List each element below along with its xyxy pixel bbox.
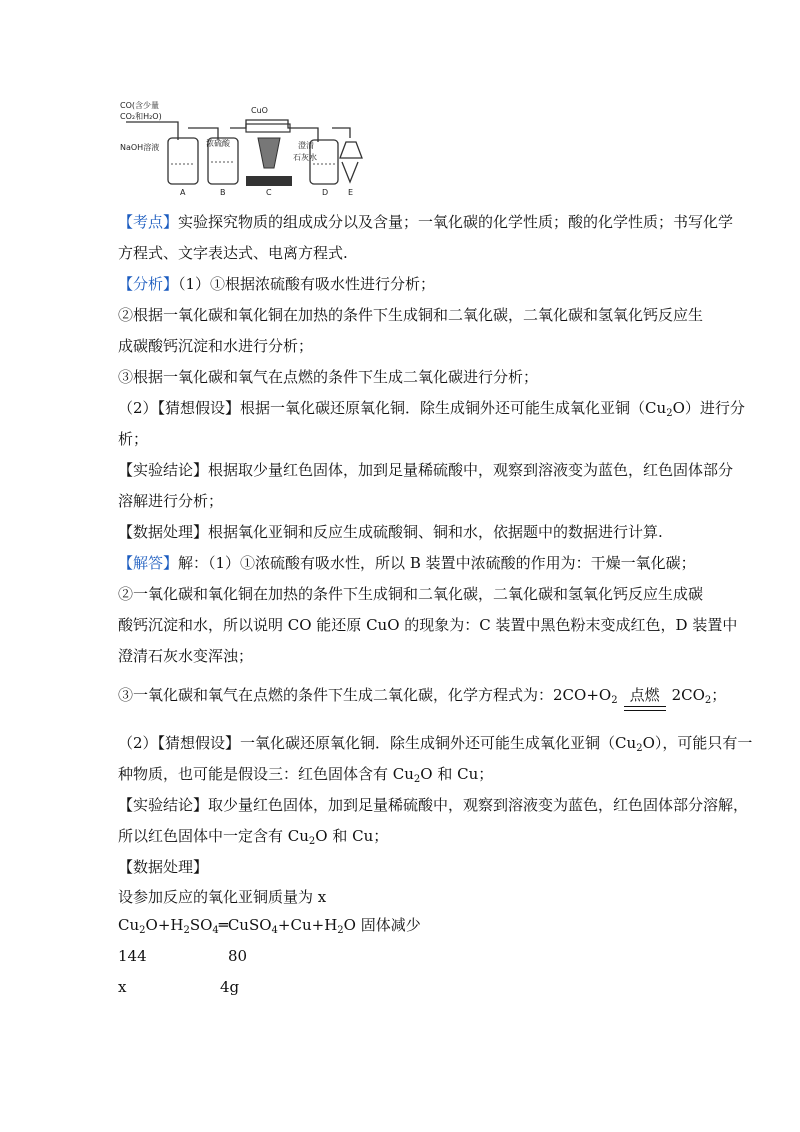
stand-c <box>246 176 292 186</box>
fenxi-text-3: 成碳酸钙沉淀和水进行分析； <box>118 337 314 355</box>
reaction-equation <box>118 915 421 935</box>
subscript: 2 <box>611 695 618 706</box>
jieda-text-7a: 种物质，也可能是假设三：红色固体含有 Cu <box>118 765 414 783</box>
jieda-text-7 <box>118 764 493 784</box>
jieda-text-9b: O 和 Cu； <box>315 827 389 845</box>
condition-mark <box>624 685 666 705</box>
eq-part-e: +Cu+H <box>277 916 338 934</box>
ratio-row-2-col-1: x <box>118 978 127 996</box>
jieda-text-11: 设参加反应的氧化亚铜质量为 x <box>118 888 327 906</box>
jieda-text-9a: 所以红色固体中一定含有 Cu <box>118 827 309 845</box>
letter-c: C <box>266 188 272 197</box>
condition-label: 点燃 <box>629 686 660 704</box>
bottle-a <box>168 138 198 184</box>
subscript: 2 <box>337 925 344 936</box>
ratio-row-1-col-2: 80 <box>228 947 248 965</box>
fenxi-text-5a: （2）【猜想假设】根据一氧化碳还原氧化铜．除生成铜外还可能生成氧化亚铜（Cu <box>118 399 667 417</box>
eq-part-c: SO <box>189 916 213 934</box>
fenxi-text-8: 溶解进行分析； <box>118 492 224 510</box>
jieda-text-4: 澄清石灰水变浑浊； <box>118 647 254 665</box>
subscript: 2 <box>666 408 673 419</box>
gas-label-1: CO(含少量 <box>120 101 160 110</box>
subscript: 2 <box>183 925 190 936</box>
kaodian-tag: 【考点】 <box>118 213 179 231</box>
jieda-text-7b: O 和 Cu； <box>420 765 494 783</box>
fenxi-text-2: ②根据一氧化碳和氧化铜在加热的条件下生成铜和二氧化碳，二氧化碳和氢氧化钙反应生 <box>118 306 704 324</box>
equation-tail: ； <box>711 686 727 704</box>
kaodian-text-2: 方程式、文字表达式、电离方程式. <box>118 244 348 262</box>
subscript: 2 <box>636 743 643 754</box>
fenxi-line-1 <box>118 274 435 294</box>
tube-c <box>246 124 290 132</box>
subscript: 2 <box>413 774 421 785</box>
acid-label: 浓硫酸 <box>206 139 230 148</box>
jieda-tag: 【解答】 <box>118 554 179 572</box>
subscript: 4 <box>212 925 219 936</box>
limewater-label-2: 石灰水 <box>293 153 317 162</box>
fenxi-tag: 【分析】 <box>118 275 179 293</box>
subscript: 2 <box>308 836 316 847</box>
apparatus-diagram <box>118 98 374 198</box>
letter-e: E <box>348 188 354 197</box>
jieda-text-2: ②一氧化碳和氧化铜在加热的条件下生成铜和二氧化碳，二氧化碳和氢氧化钙反应生成碳 <box>118 585 704 603</box>
burner-c <box>258 138 280 168</box>
ratio-row-1-col-1: 144 <box>118 947 147 965</box>
cuo-label: CuO <box>251 106 268 115</box>
jieda-text-6a: （2）【猜想假设】一氧化碳还原氧化铜．除生成铜外还可能生成氧化亚铜（Cu <box>118 734 637 752</box>
subscript: 4 <box>271 925 278 936</box>
eq-part-d: ═CuSO <box>218 916 272 934</box>
fenxi-text-7: 【实验结论】根据取少量红色固体，加到足量稀硫酸中，观察到溶液变为蓝色，红色固体部分 <box>118 461 734 479</box>
bottle-d <box>310 140 338 184</box>
jieda-text-5: ③一氧化碳和氧气在点燃的条件下生成二氧化碳，化学方程式为：2CO+O <box>118 686 612 704</box>
limewater-label-1: 澄清 <box>298 141 314 150</box>
jieda-text-6b: O），可能只有一 <box>642 734 753 752</box>
fenxi-text-6: 析； <box>118 430 149 448</box>
letter-d: D <box>322 188 329 197</box>
letter-b: B <box>220 188 226 197</box>
equals-bar <box>624 706 666 711</box>
subscript: 2 <box>704 695 712 706</box>
eq-part-b: O+H <box>145 916 184 934</box>
jieda-text-3: 酸钙沉淀和水，所以说明 CO 能还原 CuO 的现象为：C 装置中黑色粉末变成红色，D 装置中 <box>118 616 738 634</box>
naoh-label: NaOH溶液 <box>120 143 160 152</box>
jieda-text-8: 【实验结论】取少量红色固体，加到足量稀硫酸中，观察到溶液变为蓝色，红色固体部分溶解， <box>118 796 749 814</box>
eq-part-f: O 固体减少 <box>343 916 421 934</box>
fenxi-text-4: ③根据一氧化碳和氧气在点燃的条件下生成二氧化碳进行分析； <box>118 368 539 386</box>
fenxi-text-5b: O）进行分 <box>672 399 745 417</box>
jieda-line-1 <box>118 553 696 573</box>
jieda-equation-line <box>118 685 726 705</box>
burner-e <box>340 142 362 182</box>
eq-part-a: Cu <box>118 916 140 934</box>
letter-a: A <box>180 188 186 197</box>
jieda-text-9 <box>118 826 388 846</box>
kaodian-line-1 <box>118 212 733 232</box>
fenxi-text-5 <box>118 398 745 418</box>
fenxi-text-1: （1）①根据浓硫酸有吸水性进行分析； <box>178 275 436 293</box>
jieda-text-1: 解：（1）①浓硫酸有吸水性，所以 B 装置中浓硫酸的作用为：干燥一氧化碳； <box>178 554 696 572</box>
jieda-text-6 <box>118 733 752 753</box>
jieda-text-10: 【数据处理】 <box>118 858 209 876</box>
gas-label-2: CO₂和H₂O) <box>120 112 162 121</box>
kaodian-text-1: 实验探究物质的组成成分以及含量；一氧化碳的化学性质；酸的化学性质；书写化学 <box>178 213 734 231</box>
fenxi-text-9: 【数据处理】根据氧化亚铜和反应生成硫酸铜、铜和水，依据题中的数据进行计算. <box>118 523 663 541</box>
product-text: 2CO <box>671 686 705 704</box>
ratio-row-2-col-2: 4g <box>220 978 240 996</box>
subscript: 2 <box>139 925 146 936</box>
